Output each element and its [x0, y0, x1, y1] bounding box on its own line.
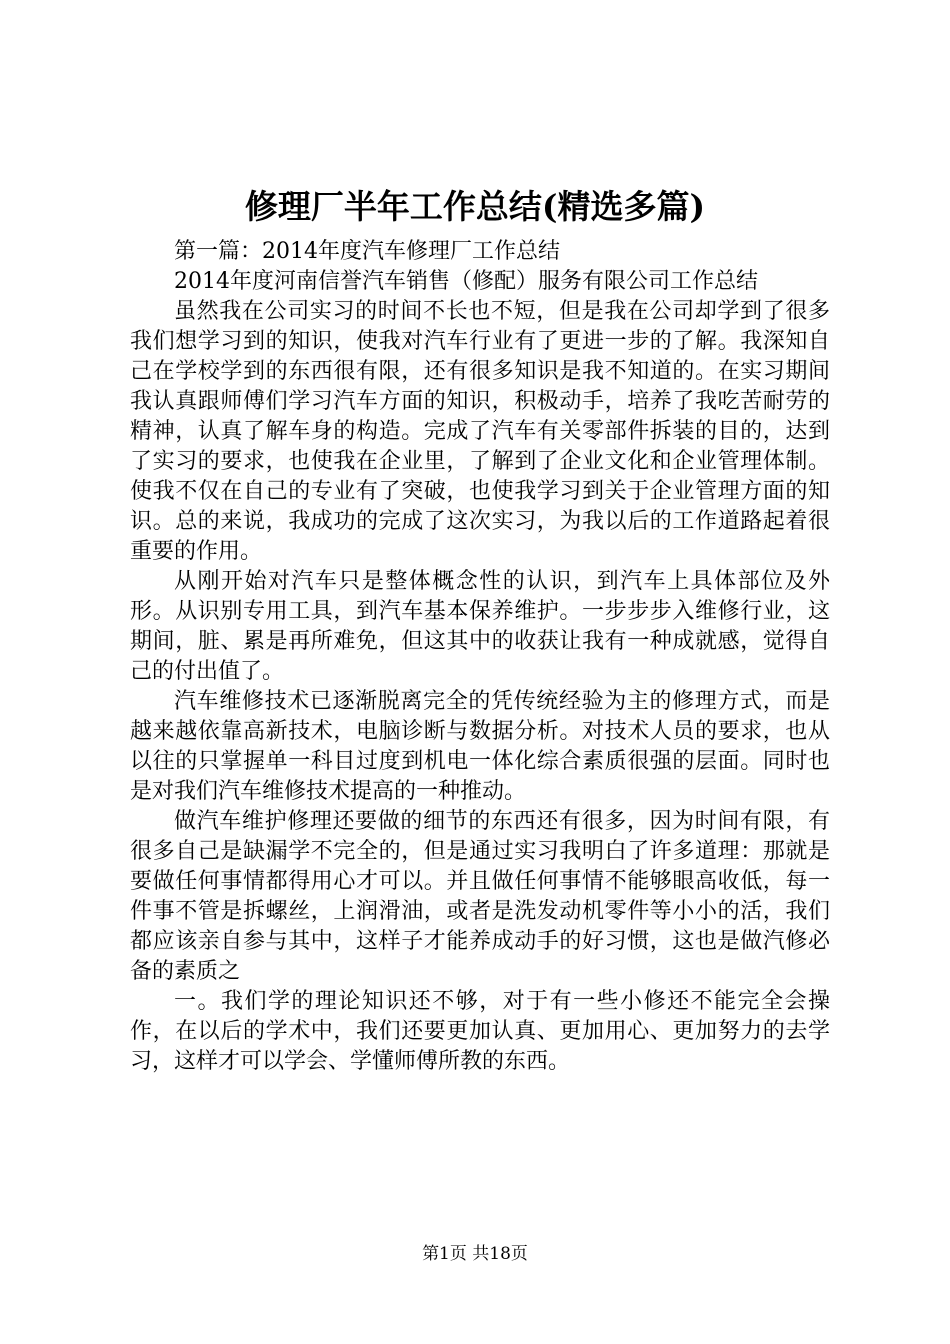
paragraph: 汽车维修技术已逐渐脱离完全的凭传统经验为主的修理方式，而是越来越依靠高新技术，电脑诊断与数据分析。对技术人员的要求，也从以往的只掌握单一科目过度到机电一体化综合素质很强的层面。同时也是对我们汽车维修技术提高的一种推动。 — [130, 689, 830, 804]
paragraph: 做汽车维护修理还要做的细节的东西还有很多，因为时间有限，有很多自己是缺漏学不完全的，但是通过实习我明白了许多道理：那就是要做任何事情都得用心才可以。并且做任何事情不能够眼高收低，每一件事不管是拆螺丝，上润滑油，或者是洗发动机零件等小小的活，我们都应该亲自参与其中，这样子才能养成动手的好习惯，这也是做汽修必备的素质之 — [130, 809, 830, 984]
document-title: 修理厂半年工作总结(精选多篇) — [244, 187, 706, 226]
paragraph: 第一篇：2014年度汽车修理厂工作总结 — [174, 239, 560, 264]
paragraph: 虽然我在公司实习的时间不长也不短，但是我在公司却学到了很多我们想学习到的知识，使我对汽车行业有了更进一步的了解。我深知自己在学校学到的东西很有限，还有很多知识是我不知道的。在实习期间我认真跟师傅们学习汽车方面的知识，积极动手，培养了我吃苦耐劳的精神，认真了解车身的构造。完成了汽车有关零部件拆装的目的，达到了实习的要求，也使我在企业里，了解到了企业文化和企业管理体制。使我不仅在自己的专业有了突破，也使我学习到关于企业管理方面的知识。总的来说，我成功的完成了这次实习，为我以后的工作道路起着很重要的作用。 — [130, 299, 830, 564]
document-body — [130, 237, 830, 1077]
paragraph: 从刚开始对汽车只是整体概念性的认识，到汽车上具体部位及外形。从识别专用工具，到汽车基本保养维护。一步步步入维修行业，这期间，脏、累是再所难免，但这其中的收获让我有一种成就感，觉得自己的付出值了。 — [130, 569, 830, 684]
page-footer: 第1页 共18页 — [422, 1244, 528, 1264]
paragraph: 一。我们学的理论知识还不够，对于有一些小修还不能完全会操作，在以后的学术中，我们还要更加认真、更加用心、更加努力的去学习，这样才可以学会、学懂师傅所教的东西。 — [130, 989, 830, 1074]
paragraph: 2014年度河南信誉汽车销售（修配）服务有限公司工作总结 — [174, 269, 758, 294]
